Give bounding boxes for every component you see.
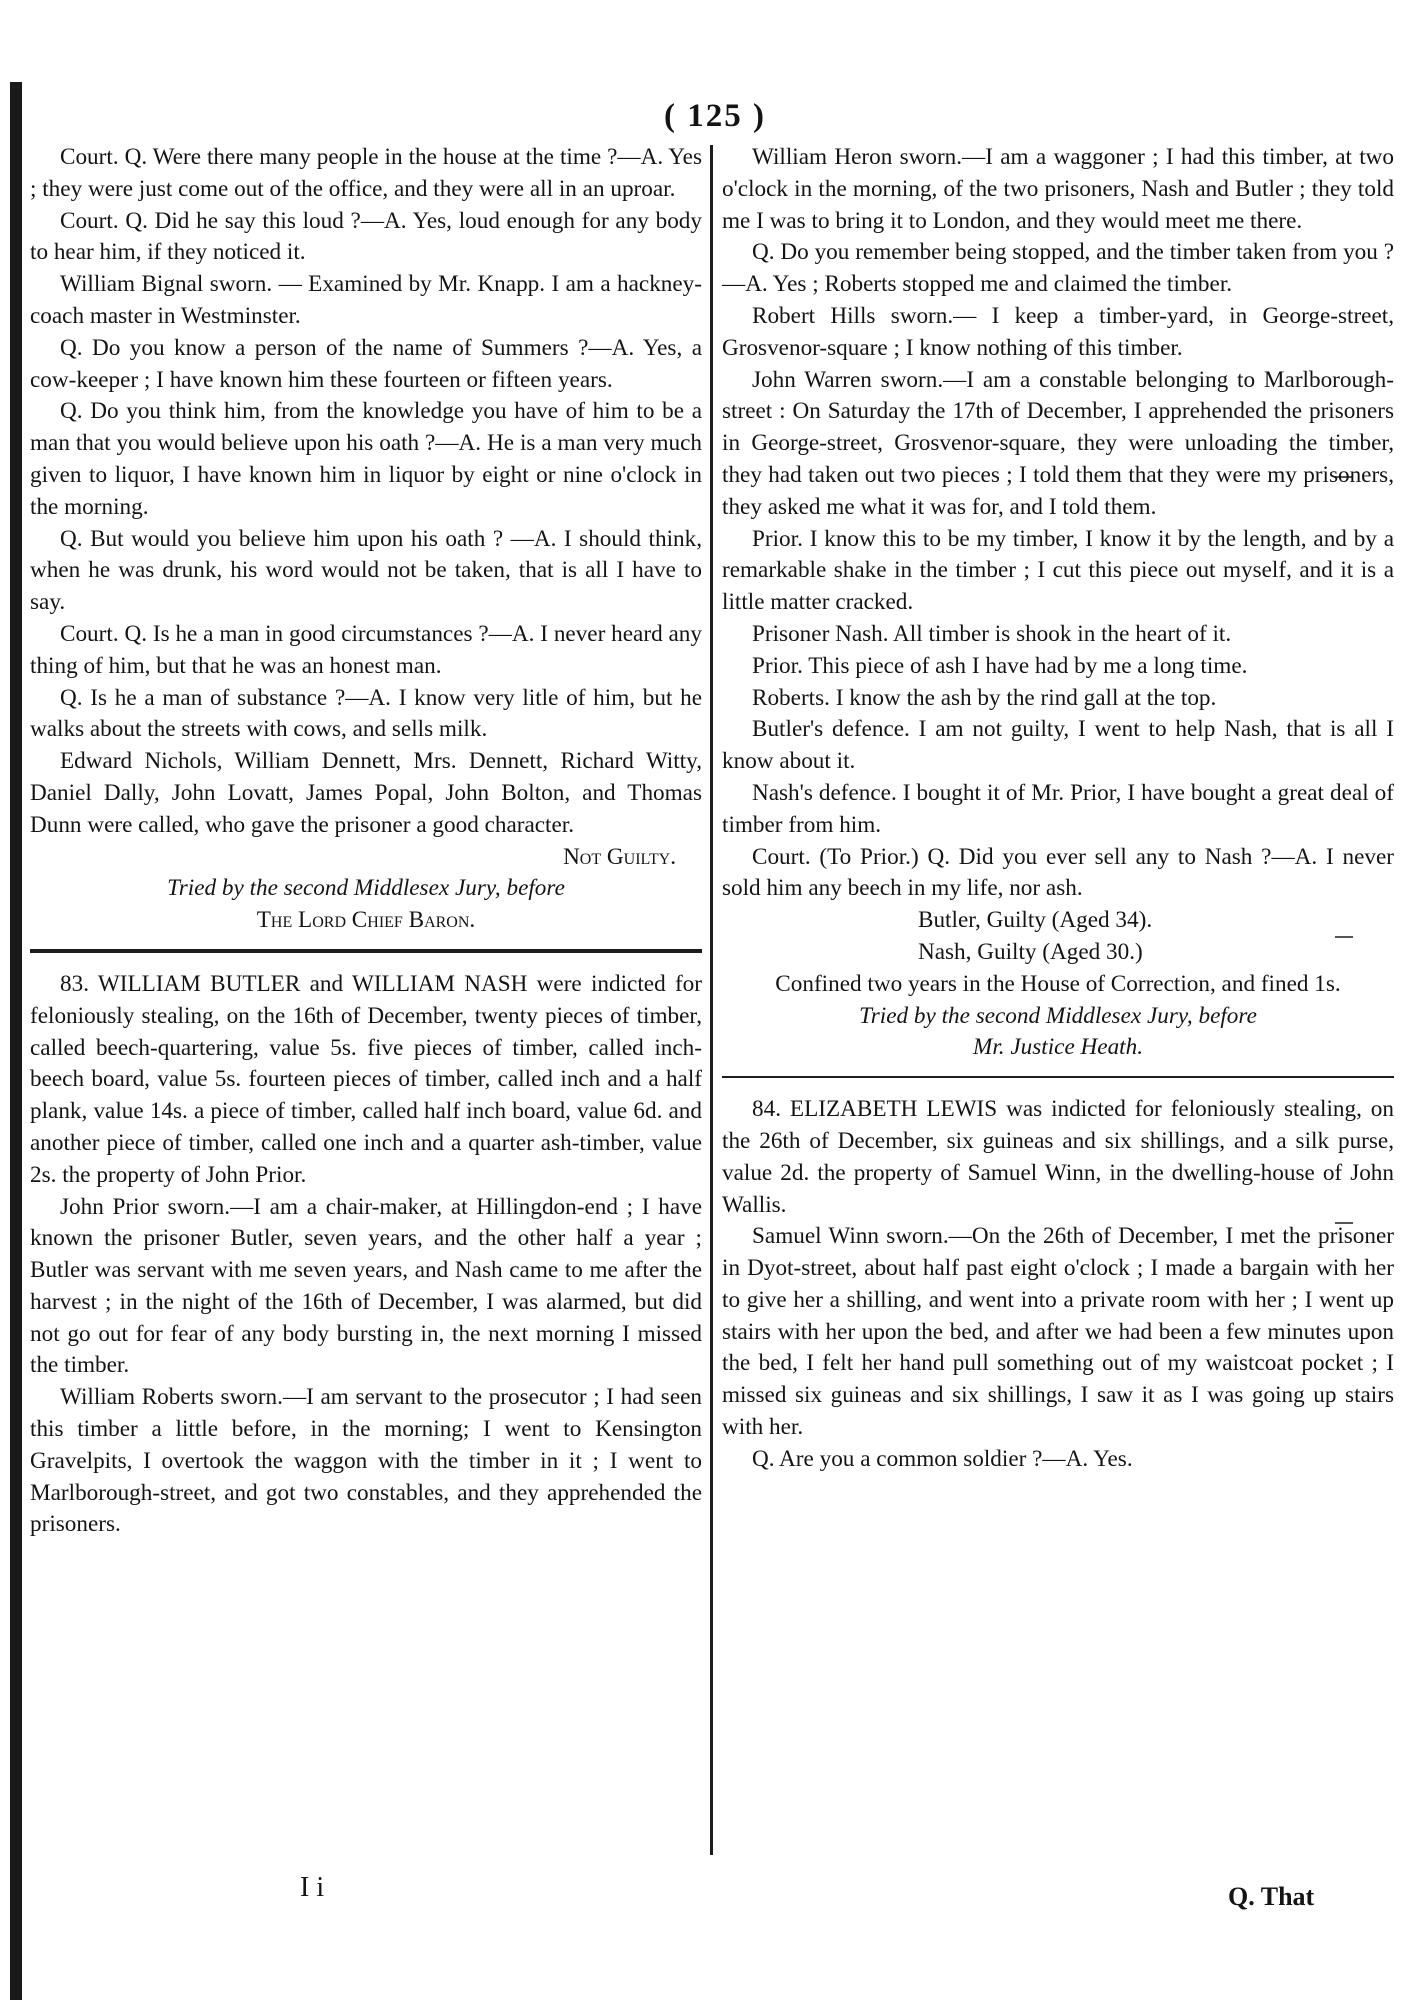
paragraph: John Warren sworn.—I am a constable belonging to Marlborough-street : On Saturday the 17th of December, I apprehended the prisoners in George-street, Grosvenor-square, they were unloading the timber, they had taken out two pieces ; I told them that they were my prisoners, they asked me what it was for, and I told them. [722,366,1394,520]
scan-binding-edge [10,82,22,2000]
paragraph: Q. Is he a man of substance ?—A. I know very litle of him, but he walks about the streets with cows, and sells milk. [30,684,702,743]
paragraph: John Prior sworn.—I am a chair-maker, at Hillingdon-end ; I have known the prisoner Butler, seven years, and the other half a year ; Butler was servant with me seven years, and Nash came to me after the harvest ; in the night of the 16th of December, I was alarmed, but did not go out for fear of any body bursting in, the next morning I missed the timber. [30,1193,702,1379]
paragraph: Roberts. I know the ash by the rind gall at the top. [752,684,1217,711]
left-column [30,142,702,1541]
verdict-nash: Nash, Guilty (Aged 30.) [918,938,1143,965]
verdict-butler: Butler, Guilty (Aged 34). [918,907,1153,934]
sentence: Confined two years in the House of Correction, and fined 1s. [775,970,1341,997]
catchword: Q. That [1228,1882,1315,1911]
section-rule [30,949,702,953]
paragraph: Robert Hills sworn.— I keep a timber-yard, in George-street, Grosvenor-square ; I know nothing of this timber. [722,302,1394,361]
column-divider [710,145,713,1855]
paragraph: Court. Q. Were there many people in the house at the time ?—A. Yes ; they were just come out of the office, and they were all in an uproar. [30,144,702,202]
paragraph: William Roberts sworn.—I am servant to the prosecutor ; I had seen this timber a little before, in the morning; I went to Kensington Gravelpits, I overtook the waggon with the timber in it ; I went to Marlborough-street, and got two constables, and they apprehended the prisoners. [30,1384,702,1538]
judge-note-text: Mr. Justice Heath. [973,1034,1143,1061]
case-heading: 83. WILLIAM BUTLER and WILLIAM NASH were indicted for feloniously stealing, on the 16th of December, twenty pieces of timber, called beech-quartering, value 5s. five pieces of timber, called inch-beech board, value 5s. fourteen pieces of timber, called inch and a half plank, value 14s. a piece of timber, called half inch board, value 6d. and another piece of timber, called one inch and a quarter ash-timber, value 2s. the property of John Prior. [30,970,702,1188]
paragraph: Samuel Winn sworn.—On the 26th of December, I met the prisoner in Dyot-street, about half past eight o'clock ; I made a bargain with her to give her a shilling, and went into a private room with her ; I went up stairs with her upon the bed, and after we had been a few minutes upon the bed, I felt her hand pull something out of my waistcoat pocket ; I missed six guineas and six shillings, I saw it as I was going up stairs with her. [722,1223,1394,1441]
verdict: Not Guilty. [563,843,676,870]
paragraph: Court. Q. Is he a man in good circumstances ?—A. I never heard any thing of him, but that he was an honest man. [30,620,702,679]
signature-mark: I i [300,1872,325,1903]
section-rule [722,1076,1394,1078]
paragraph: Prior. I know this to be my timber, I know it by the length, and by a remarkable shake in the timber ; I cut this piece out myself, and it is a little matter cracked. [722,525,1394,616]
paragraph: Q. Do you think him, from the knowledge you have of him to be a man that you would believe upon his oath ?—A. He is a man very much given to liquor, I have known him in liquor by eight or nine o'clock in the morning. [30,398,702,520]
page-number: ( 125 ) [664,98,766,134]
paragraph: Prior. This piece of ash I have had by me a long time. [752,652,1248,679]
jury-note [722,1001,1394,1033]
judge-note [722,1032,1394,1064]
jury-note [30,873,702,905]
paragraph: Court. (To Prior.) Q. Did you ever sell any to Nash ?—A. I never sold him any beech in my life, nor ash. [722,843,1394,902]
paragraph: Q. Do you remember being stopped, and the timber taken from you ?—A. Yes ; Roberts stopped me and claimed the timber. [722,239,1394,298]
paragraph: Court. Q. Did he say this loud ?—A. Yes, loud enough for any body to hear him, if they noticed it. [30,207,702,266]
paragraph: Q. Do you know a person of the name of Summers ?—A. Yes, a cow-keeper ; I have known him these fourteen or fifteen years. [30,334,702,393]
judge-note: The Lord Chief Baron. [256,907,476,934]
paragraph: Q. But would you believe him upon his oath ? —A. I should think, when he was drunk, his word would not be taken, that is all I have to say. [30,525,702,616]
right-column [722,142,1394,1476]
paragraph: William Heron sworn.—I am a waggoner ; I had this timber, at two o'clock in the morning, of the two prisoners, Nash and Butler ; they told me I was to bring it to London, and they would meet me there. [722,144,1394,234]
paragraph: Edward Nichols, William Dennett, Mrs. Dennett, Richard Witty, Daniel Dally, John Lovatt, James Popal, John Bolton, and Thomas Dunn were called, who gave the prisoner a good character. [30,748,702,838]
jury-note-text: Tried by the second Middlesex Jury, before [859,1002,1257,1029]
jury-note-text: Tried by the second Middlesex Jury, before [167,875,565,902]
paragraph: Q. Are you a common soldier ?—A. Yes. [752,1445,1133,1472]
paragraph: Prisoner Nash. All timber is shook in the heart of it. [752,620,1232,647]
paragraph: William Bignal sworn. — Examined by Mr. Knapp. I am a hackney-coach master in Westminster. [30,271,702,329]
paragraph: Butler's defence. I am not guilty, I went to help Nash, that is all I know about it. [722,716,1394,775]
case-heading: 84. ELIZABETH LEWIS was indicted for feloniously stealing, on the 26th of December, six guineas and six shillings, and a silk purse, value 2d. the property of Samuel Winn, in the dwelling-house of John Wallis. [722,1096,1394,1218]
paragraph: Nash's defence. I bought it of Mr. Prior, I have bought a great deal of timber from him. [722,779,1394,838]
